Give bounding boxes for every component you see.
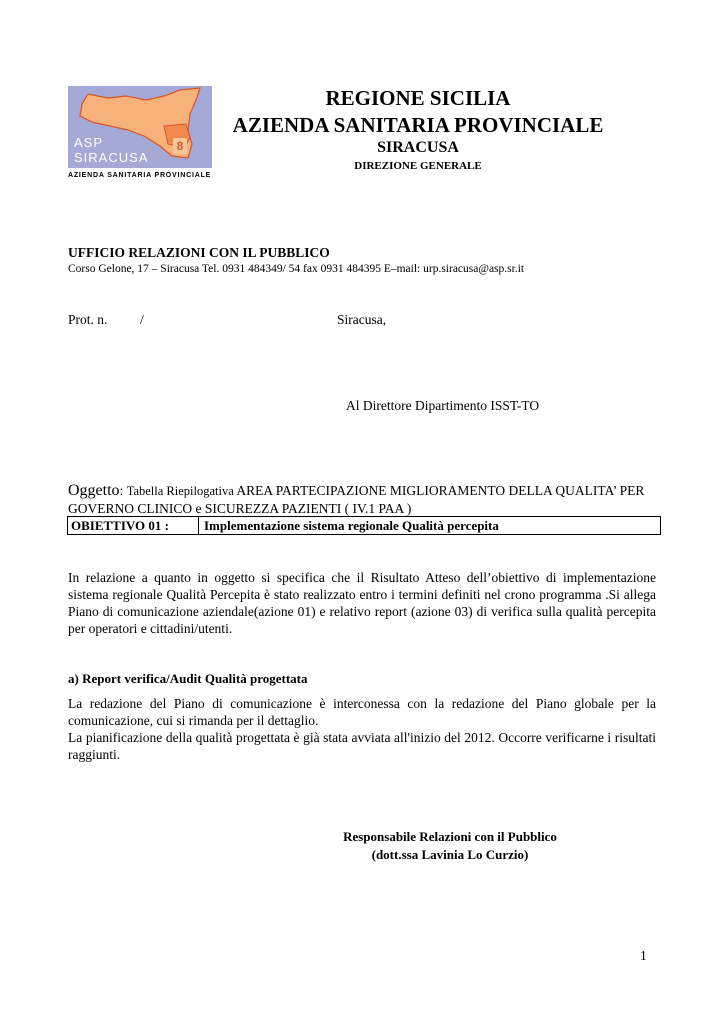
header-agency: AZIENDA SANITARIA PROVINCIALE	[232, 113, 604, 137]
office-address: Corso Gelone, 17 – Siracusa Tel. 0931 484349/ 54 fax 0931 484395 E–mail: urp.siracusa@asp.sr.it	[68, 263, 525, 275]
objective-code: OBIETTIVO 01 :	[68, 517, 199, 534]
place-date: Siracusa,	[337, 312, 387, 327]
logo-number-badge: 8	[173, 138, 187, 154]
protocol-slash: /	[140, 312, 144, 327]
body-paragraph-3: La pianificazione della qualità progettata è già stata avviata all'inizio del 2012. Occorre verificarne i risultati raggiunti.	[68, 730, 656, 762]
signature-role: Responsabile Relazioni con il Pubblico	[343, 829, 557, 844]
subject-text-small: Tabella Riepilogativa	[126, 484, 234, 498]
page-number: 1	[640, 948, 647, 963]
office-name: UFFICIO RELAZIONI CON IL PUBBLICO	[68, 245, 330, 260]
subject-label: Oggetto	[68, 482, 120, 499]
subject-block: Oggetto: Tabella Riepilogativa AREA PARTECIPAZIONE MIGLIORAMENTO DELLA QUALITA’ PER GOVERNO CLINICO e SICUREZZA PAZIENTI ( IV.1 PAA )	[68, 482, 645, 516]
recipient: Al Direttore Dipartimento ISST-TO	[346, 398, 540, 413]
body-paragraph-1: In relazione a quanto in oggetto si specifica che il Risultato Atteso dell’obiettivo di implementazione sistema regionale Qualità Percepita è stato realizzato entro i termini definiti nel crono programma .Si allega Piano di comunicazione aziendale(azione 01) e relativo report (azione 03) di verifica sulla qualità percepita per operatori e cittadini/utenti.	[68, 570, 656, 636]
asp-logo	[68, 86, 212, 186]
header-direction: DIREZIONE GENERALE	[354, 160, 482, 172]
section-a-heading: a) Report verifica/Audit Qualità progettata	[68, 671, 308, 686]
body-paragraph-2: La redazione del Piano di comunicazione è interconessa con la redazione del Piano globale per la comunicazione, cui si rimanda per il dettaglio.	[68, 696, 656, 728]
subject-text: AREA PARTECIPAZIONE MIGLIORAMENTO DELLA QUALITA’ PER GOVERNO CLINICO e SICUREZZA PAZIENTI ( IV.1 PAA )	[68, 483, 645, 516]
logo-caption: AZIENDA SANITARIA PROVINCIALE	[68, 172, 212, 179]
objective-table	[67, 516, 661, 535]
logo-asp-text: ASP	[74, 135, 104, 150]
objective-title: Implementazione sistema regionale Qualità percepita	[204, 518, 499, 533]
signature-name: (dott.ssa Lavinia Lo Curzio)	[371, 847, 529, 862]
protocol-label: Prot. n.	[68, 312, 108, 327]
header-city: SIRACUSA	[377, 139, 459, 156]
header-region: REGIONE SICILIA	[325, 86, 511, 110]
logo-city-text: SIRACUSA	[74, 150, 149, 165]
